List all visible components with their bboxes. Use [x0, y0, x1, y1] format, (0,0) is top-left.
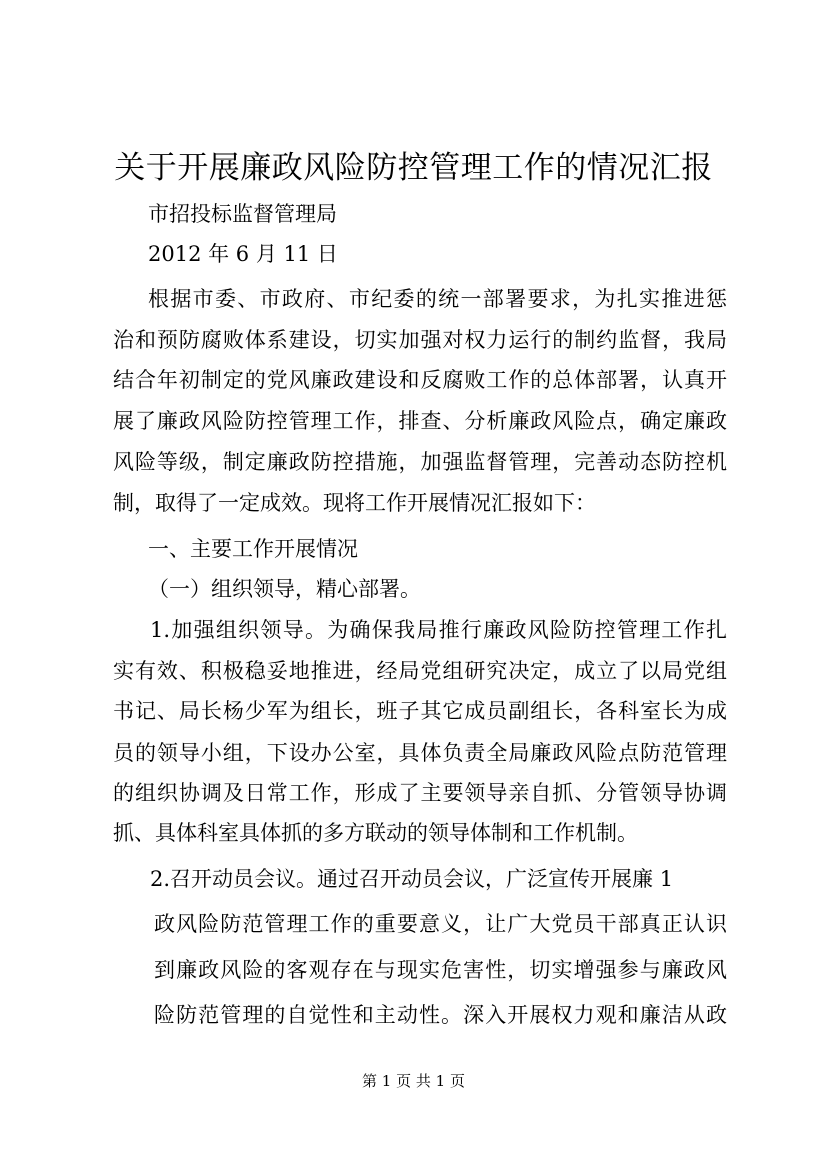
paragraph-line: 结合年初制定的党风廉政建设和反腐败工作的总体部署，认真开: [113, 368, 727, 392]
paragraph-line: 书记、局长杨少军为组长，班子其它成员副组长，各科室长为成: [113, 699, 727, 723]
paragraph-line: 实有效、积极稳妥地推进，经局党组研究决定，成立了以局党组: [113, 659, 727, 683]
paragraph-line: 政风险防范管理工作的重要意义，让广大党员干部真正认识: [154, 912, 727, 936]
paragraph-line: 治和预防腐败体系建设，切实加强对权力运行的制约监督，我局: [113, 328, 727, 352]
issuing-organization: 市招投标监督管理局: [148, 202, 337, 226]
paragraph-line: 展了廉政风险防控管理工作，排查、分析廉政风险点，确定廉政: [113, 409, 727, 433]
document-date: 2012 年 6 月 11 日: [148, 242, 338, 266]
paragraph-line: 风险等级，制定廉政防控措施，加强监督管理，完善动态防控机: [113, 450, 727, 474]
paragraph-line: 2.召开动员会议。通过召开动员会议，广泛宣传开展廉 1: [150, 867, 674, 891]
page-footer: 第 1 页 共 1 页: [362, 1072, 465, 1090]
document-title: 关于开展廉政风险防控管理工作的情况汇报: [114, 150, 713, 186]
paragraph-line: 制，取得了一定成效。现将工作开展情况汇报如下：: [113, 491, 596, 515]
paragraph-line: 险防范管理的自觉性和主动性。深入开展权力观和廉洁从政: [154, 1003, 727, 1027]
paragraph-line: 到廉政风险的客观存在与现实危害性，切实增强参与廉政风: [154, 958, 727, 982]
paragraph-line: 1.加强组织领导。为确保我局推行廉政风险防控管理工作扎: [150, 618, 727, 642]
paragraph-line: 根据市委、市政府、市纪委的统一部署要求，为扎实推进惩: [148, 287, 727, 311]
paragraph-line: 的组织协调及日常工作，形成了主要领导亲自抓、分管领导协调: [113, 781, 727, 805]
section-heading: 一、主要工作开展情况: [148, 537, 358, 561]
paragraph-line: 员的领导小组，下设办公室，具体负责全局廉政风险点防范管理: [113, 741, 727, 765]
subsection-heading: （一）组织领导，精心部署。: [148, 577, 421, 601]
paragraph-line: 抓、具体科室具体抓的多方联动的领导体制和工作机制。: [113, 821, 638, 845]
